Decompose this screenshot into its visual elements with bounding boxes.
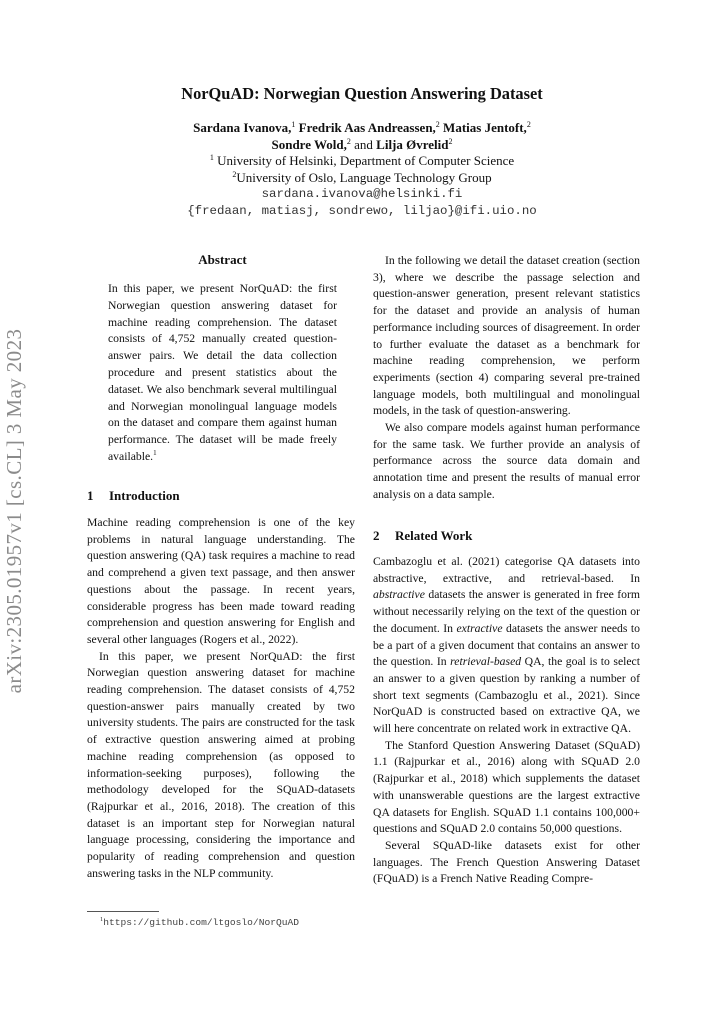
introduction-body bbox=[87, 515, 355, 882]
abstract-body bbox=[108, 281, 337, 466]
affiliation-1 bbox=[0, 153, 724, 170]
author-name: Matias Jentoft, bbox=[443, 120, 527, 135]
arxiv-identifier-stamp[interactable]: arXiv:2305.01957v1 [cs.CL] 3 May 2023 bbox=[2, 328, 26, 694]
section-number: 1 bbox=[87, 488, 94, 503]
section-heading bbox=[87, 488, 355, 504]
paragraph: In this paper, we present NorQuAD: the first Norwegian question answering dataset for machine reading comprehension. The dataset consists of 4,752 question-answer pairs manually created by two university students. The pairs are constructed for the task of extractive question answering aimed at probing machine reading comprehension (as opposed to information-seeking purposes), following the methodology developed for the SQuAD-datasets (Rajpurkar et al., 2016, 2018). The creation of this dataset is an important step for Norwegian natural language processing, considering the importance and popularity of reading comprehension and question answering tasks in the NLP community. bbox=[87, 649, 355, 880]
paragraph: The Stanford Question Answering Dataset (SQuAD) 1.1 (Rajpurkar et al., 2016) along with SQuAD 2.0 (Rajpurkar et al., 2018) which supplements the dataset with unanswerable questions are the largest extractive QA datasets for English. SQuAD 1.1 contains 100,000+ questions and SQuAD 2.0 contains 50,000 questions. bbox=[373, 738, 640, 836]
section-title: Related Work bbox=[395, 528, 473, 543]
text-run: datasets the answer needs to be a part of a given document that contains an answer to the question. In bbox=[373, 621, 641, 669]
footnote-mark[interactable]: 1 bbox=[153, 448, 157, 457]
affiliation-mark: 1 bbox=[209, 153, 214, 162]
emphasis: retrieval-based bbox=[450, 655, 522, 669]
paragraph: In the following we detail the dataset creation (section 3), where we describe the passage selection and question-answer generation, present relevant statistics for the dataset and provide an analysis of human performance including sources of disagreement. In order to further evaluate the dataset as a benchmark for machine reading comprehension, we perform experiments (section 4) comparing several pre-trained language models, both multilingual and monolingual models, in the task of question-answering. bbox=[373, 254, 640, 418]
author-name: Lilja Øvrelid bbox=[376, 136, 449, 152]
author-name: Fredrik Aas Andreassen, bbox=[298, 120, 436, 135]
right-column-intro-continued bbox=[373, 253, 640, 504]
author-affiliation-mark: 2 bbox=[435, 120, 440, 129]
abstract-heading: Abstract bbox=[198, 252, 247, 267]
section-introduction bbox=[87, 488, 355, 504]
section-heading bbox=[373, 528, 640, 544]
footnote-url-link[interactable]: https://github.com/ltgoslo/NorQuAD bbox=[103, 917, 299, 928]
author-affiliation-mark: 2 bbox=[448, 136, 453, 146]
author-name: Sardana Ivanova, bbox=[193, 120, 292, 135]
email-address-1[interactable]: sardana.ivanova@helsinki.fi bbox=[261, 187, 463, 201]
emphasis: extractive bbox=[456, 621, 503, 635]
author-name: Sondre Wold, bbox=[271, 136, 347, 152]
author-conjunction: and bbox=[354, 136, 373, 152]
affiliation-mark: 2 bbox=[232, 169, 237, 179]
affiliation-text: University of Helsinki, Department of Computer Science bbox=[217, 153, 515, 168]
related-work-body bbox=[373, 554, 640, 888]
text-run: QA, the goal is to select an answer to a given question by ranking a number of short text segments (Cambazoglu et al., 2021). Since NorQuAD is constructed based on extractive QA, we will here concentrate on related work in extractive QA. bbox=[373, 655, 640, 736]
author-affiliation-mark: 2 bbox=[526, 120, 531, 129]
abstract-text: In this paper, we present NorQuAD: the first Norwegian question answering dataset for machine reading comprehension. The dataset consists of 4,752 manually created question-answer pairs. We detail the data collection procedure and present statistics about the dataset. We also benchmark several multilingual and Norwegian monolingual language models on the dataset and compare them against human performance. The dataset will be made freely available. bbox=[108, 282, 337, 463]
paragraph: Machine reading comprehension is one of the key problems in natural language understanding. The question answering (QA) task requires a machine to read and comprehend a given text passage, and then answer questions about the passage. In recent years, considerable progress has been made toward reading comprehension and question answering for English and several other languages (Rogers et al., 2022). bbox=[87, 516, 355, 646]
author-block bbox=[0, 120, 724, 219]
paper-title: NorQuAD: Norwegian Question Answering Dataset bbox=[181, 84, 543, 103]
section-title: Introduction bbox=[109, 488, 180, 503]
paragraph: Several SQuAD-like datasets exist for other languages. The French Question Answering Dataset (FQuAD) is a French Native Reading Compre- bbox=[373, 838, 640, 886]
section-related-work bbox=[373, 528, 640, 544]
footnote-rule bbox=[87, 911, 159, 912]
affiliation-2 bbox=[0, 170, 724, 187]
affiliation-text: University of Oslo, Language Technology Group bbox=[236, 169, 492, 185]
author-affiliation-mark: 1 bbox=[291, 120, 296, 129]
paragraph bbox=[373, 554, 640, 738]
author-line-1 bbox=[0, 120, 724, 137]
footnote-number: 1 bbox=[100, 916, 104, 923]
emphasis: abstractive bbox=[373, 588, 425, 602]
email-address-2[interactable]: {fredaan, matiasj, sondrewo, liljao}@ifi.uio.no bbox=[187, 203, 537, 218]
author-line-2 bbox=[0, 137, 724, 154]
footnote bbox=[100, 917, 299, 928]
paragraph: We also compare models against human performance for the same task. We further provide an analysis of performance across the source data domain and annotation time and present the results of manual error analysis on a data sample. bbox=[373, 421, 640, 501]
text-run: datasets the answer is generated in free form without necessarily relying on the text of the question or the document. In bbox=[373, 588, 640, 635]
section-number: 2 bbox=[373, 528, 380, 543]
text-run: Cambazoglu et al. (2021) categorise QA datasets into abstractive, extractive, and retrieval-based. In bbox=[373, 555, 640, 585]
author-affiliation-mark: 2 bbox=[346, 136, 351, 146]
